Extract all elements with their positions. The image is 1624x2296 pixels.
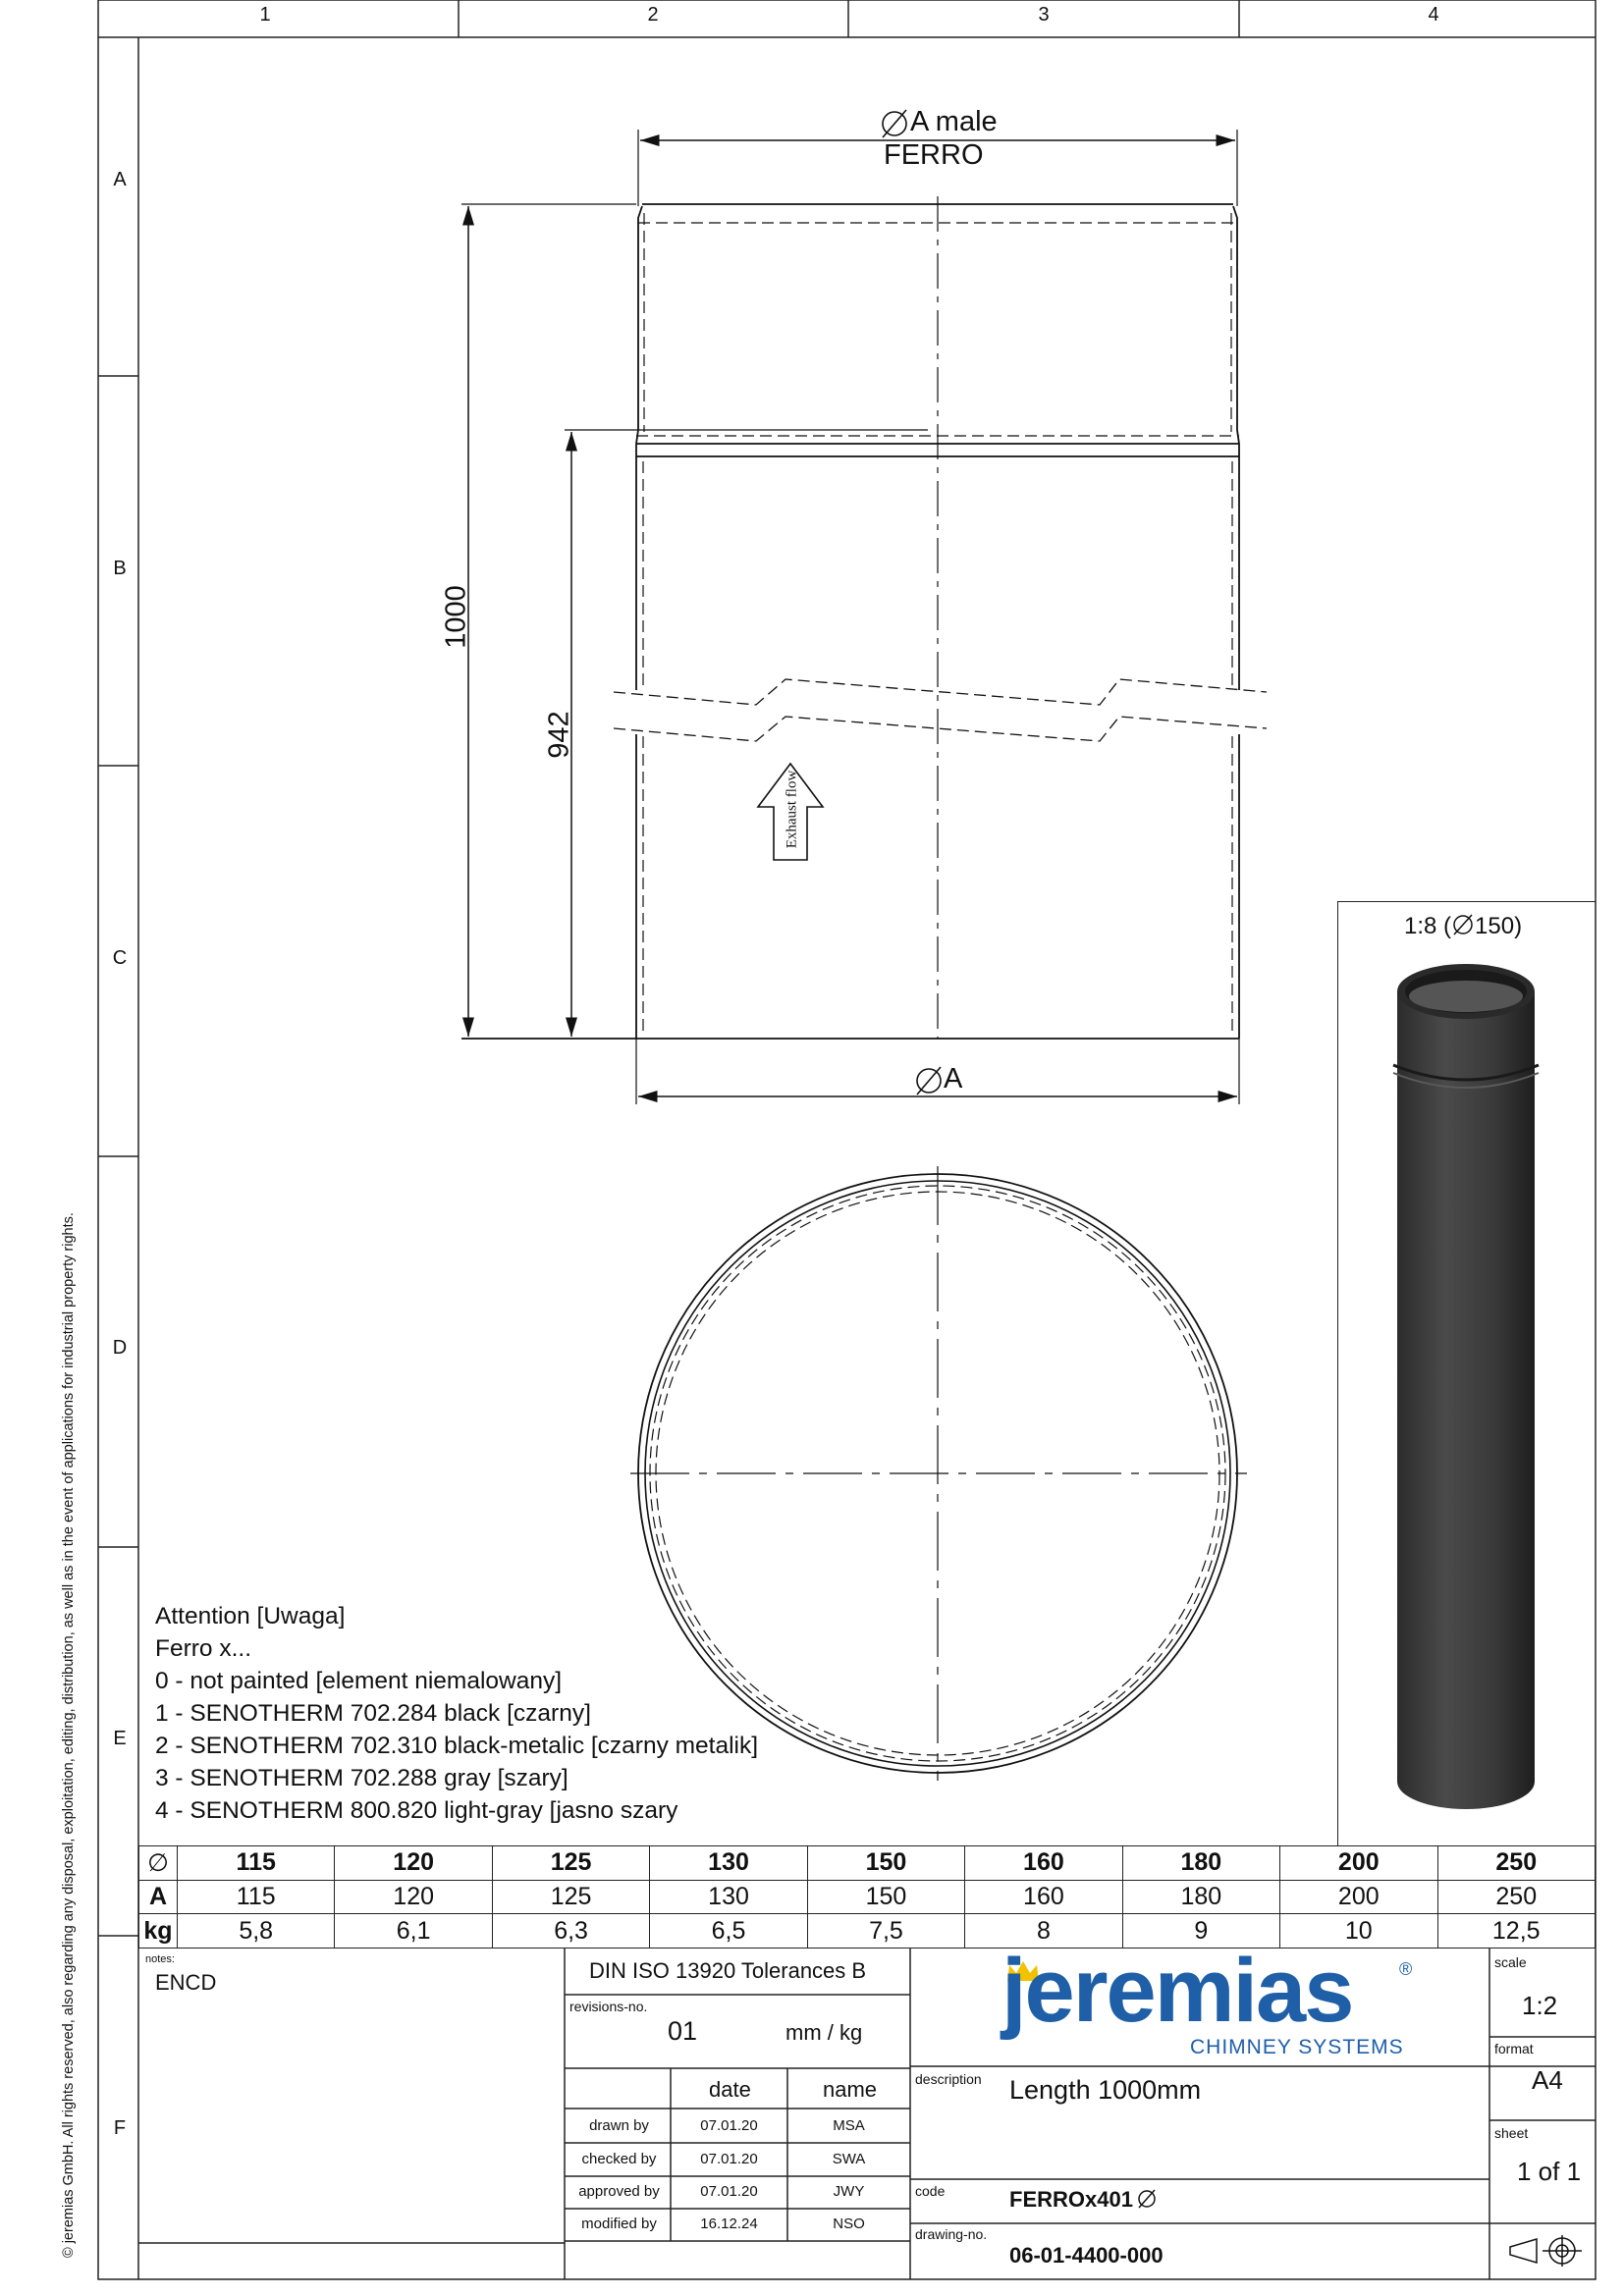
zone-row-b: B <box>113 558 127 579</box>
table-cell: 12,5 <box>1437 1914 1596 1949</box>
zone-column-4: 4 <box>1428 4 1439 26</box>
copyright-notice: © jeremias GmbH. All rights reserved, also regarding any disposal, exploitation, editing, distribution, as well as in the event of applications for industrial property rights. <box>61 1212 77 2258</box>
table-cell: 7,5 <box>807 1914 964 1949</box>
signoff-date: 07.01.20 <box>700 2151 758 2167</box>
notes-label: notes: <box>145 1953 175 1965</box>
drawing-number-label: drawing-no. <box>915 2226 988 2242</box>
attention-line: 4 - SENOTHERM 800.820 light-gray [jasno szary <box>155 1797 678 1824</box>
drawing-number-value: 06-01-4400-000 <box>1009 2243 1164 2268</box>
scale-label: scale <box>1494 1954 1527 1970</box>
table-cell: 9 <box>1122 1914 1279 1949</box>
zone-column-1: 1 <box>259 4 271 26</box>
table-cell: 200 <box>1280 1846 1437 1881</box>
table-cell: 250 <box>1437 1880 1596 1914</box>
logo-tagline: CHIMNEY SYSTEMS <box>1190 2036 1404 2058</box>
table-cell: 115 <box>178 1846 335 1881</box>
format-label: format <box>1494 2041 1534 2056</box>
signoff-date: 16.12.24 <box>700 2216 758 2232</box>
signoff-role: modified by <box>581 2216 657 2232</box>
zone-row-d: D <box>112 1337 128 1359</box>
table-cell: 160 <box>965 1880 1122 1914</box>
notes-value: ENCD <box>155 1970 217 1995</box>
tolerances-spec: DIN ISO 13920 Tolerances B <box>589 1958 867 1983</box>
table-cell: 6,5 <box>650 1914 807 1949</box>
zone-row-c: C <box>112 947 128 969</box>
top-dimension-sublabel: FERRO <box>884 139 984 171</box>
name-column-header: name <box>823 2077 878 2102</box>
signoff-name: JWY <box>833 2183 865 2200</box>
format-value: A4 <box>1532 2065 1563 2095</box>
attention-line: 3 - SENOTHERM 702.288 gray [szary] <box>155 1765 568 1791</box>
table-cell: 150 <box>807 1846 964 1881</box>
code-value <box>1009 2187 1158 2213</box>
signoff-role: checked by <box>581 2151 657 2167</box>
render-scale-label: 1:8 ( <box>1404 913 1452 939</box>
signoff-role: approved by <box>578 2183 660 2200</box>
signoff-name: NSO <box>833 2216 865 2232</box>
description-label: description <box>915 2071 982 2087</box>
bottom-dimension-label: A <box>944 1063 963 1095</box>
signoff-name: MSA <box>833 2117 865 2134</box>
table-cell: 6,1 <box>335 1914 492 1949</box>
signoff-date: 07.01.20 <box>700 2183 758 2200</box>
zone-row-a: A <box>113 169 127 190</box>
signoff-date: 07.01.20 <box>700 2117 758 2134</box>
table-cell: 150 <box>807 1880 964 1914</box>
row-header-a: A <box>139 1880 178 1914</box>
attention-line: 2 - SENOTHERM 702.310 black-metalic [czarny metalik] <box>155 1733 759 1759</box>
attention-line: Ferro x... <box>155 1635 252 1662</box>
dimension-942: 942 <box>543 711 575 759</box>
logo-registered-mark: ® <box>1399 1959 1413 1979</box>
render-scale-value: 150) <box>1475 913 1523 939</box>
table-cell: 250 <box>1437 1846 1596 1881</box>
zone-row-e: E <box>113 1728 127 1749</box>
exhaust-flow-label: Exhaust flow <box>784 770 800 849</box>
table-cell: 125 <box>492 1846 649 1881</box>
table-cell: 115 <box>178 1880 335 1914</box>
attention-line: Attention [Uwaga] <box>155 1603 346 1629</box>
company-logo: jeremias <box>1001 1941 1353 2041</box>
date-column-header: date <box>709 2077 751 2102</box>
units-value: mm / kg <box>785 2020 863 2045</box>
description-value: Length 1000mm <box>1009 2075 1202 2105</box>
third-angle-projection-icon <box>1507 2233 1586 2270</box>
signoff-name: SWA <box>832 2151 866 2167</box>
attention-line: 0 - not painted [element niemalowany] <box>155 1668 563 1694</box>
table-cell: 125 <box>492 1880 649 1914</box>
top-dimension-label: A male <box>910 106 998 137</box>
table-cell: 10 <box>1280 1914 1437 1949</box>
table-cell: 180 <box>1122 1880 1279 1914</box>
code-text: FERROx401 <box>1009 2187 1133 2212</box>
dimension-1000: 1000 <box>440 585 472 649</box>
row-header-kg: kg <box>139 1914 178 1949</box>
table-cell: 120 <box>335 1880 492 1914</box>
revisions-label: revisions-no. <box>569 1999 648 2014</box>
table-cell: 8 <box>965 1914 1122 1949</box>
table-cell: 5,8 <box>178 1914 335 1949</box>
zone-column-2: 2 <box>647 4 659 26</box>
code-label: code <box>915 2183 946 2199</box>
sheet-value: 1 of 1 <box>1517 2157 1582 2186</box>
zone-row-f: F <box>113 2117 127 2139</box>
diameter-symbol-icon <box>1136 2188 1158 2210</box>
signoff-role: drawn by <box>589 2117 649 2134</box>
table-cell: 160 <box>965 1846 1122 1881</box>
table-cell: 130 <box>650 1880 807 1914</box>
zone-column-3: 3 <box>1038 4 1050 26</box>
revisions-value: 01 <box>668 2016 698 2046</box>
table-cell: 120 <box>335 1846 492 1881</box>
row-header-diameter: ∅ <box>139 1846 178 1881</box>
table-cell: 6,3 <box>492 1914 649 1949</box>
table-cell: 130 <box>650 1846 807 1881</box>
table-cell: 200 <box>1280 1880 1437 1914</box>
table-cell: 180 <box>1122 1846 1279 1881</box>
attention-line: 1 - SENOTHERM 702.284 black [czarny] <box>155 1700 591 1727</box>
scale-value: 1:2 <box>1522 1991 1558 2020</box>
sheet-label: sheet <box>1494 2125 1529 2141</box>
